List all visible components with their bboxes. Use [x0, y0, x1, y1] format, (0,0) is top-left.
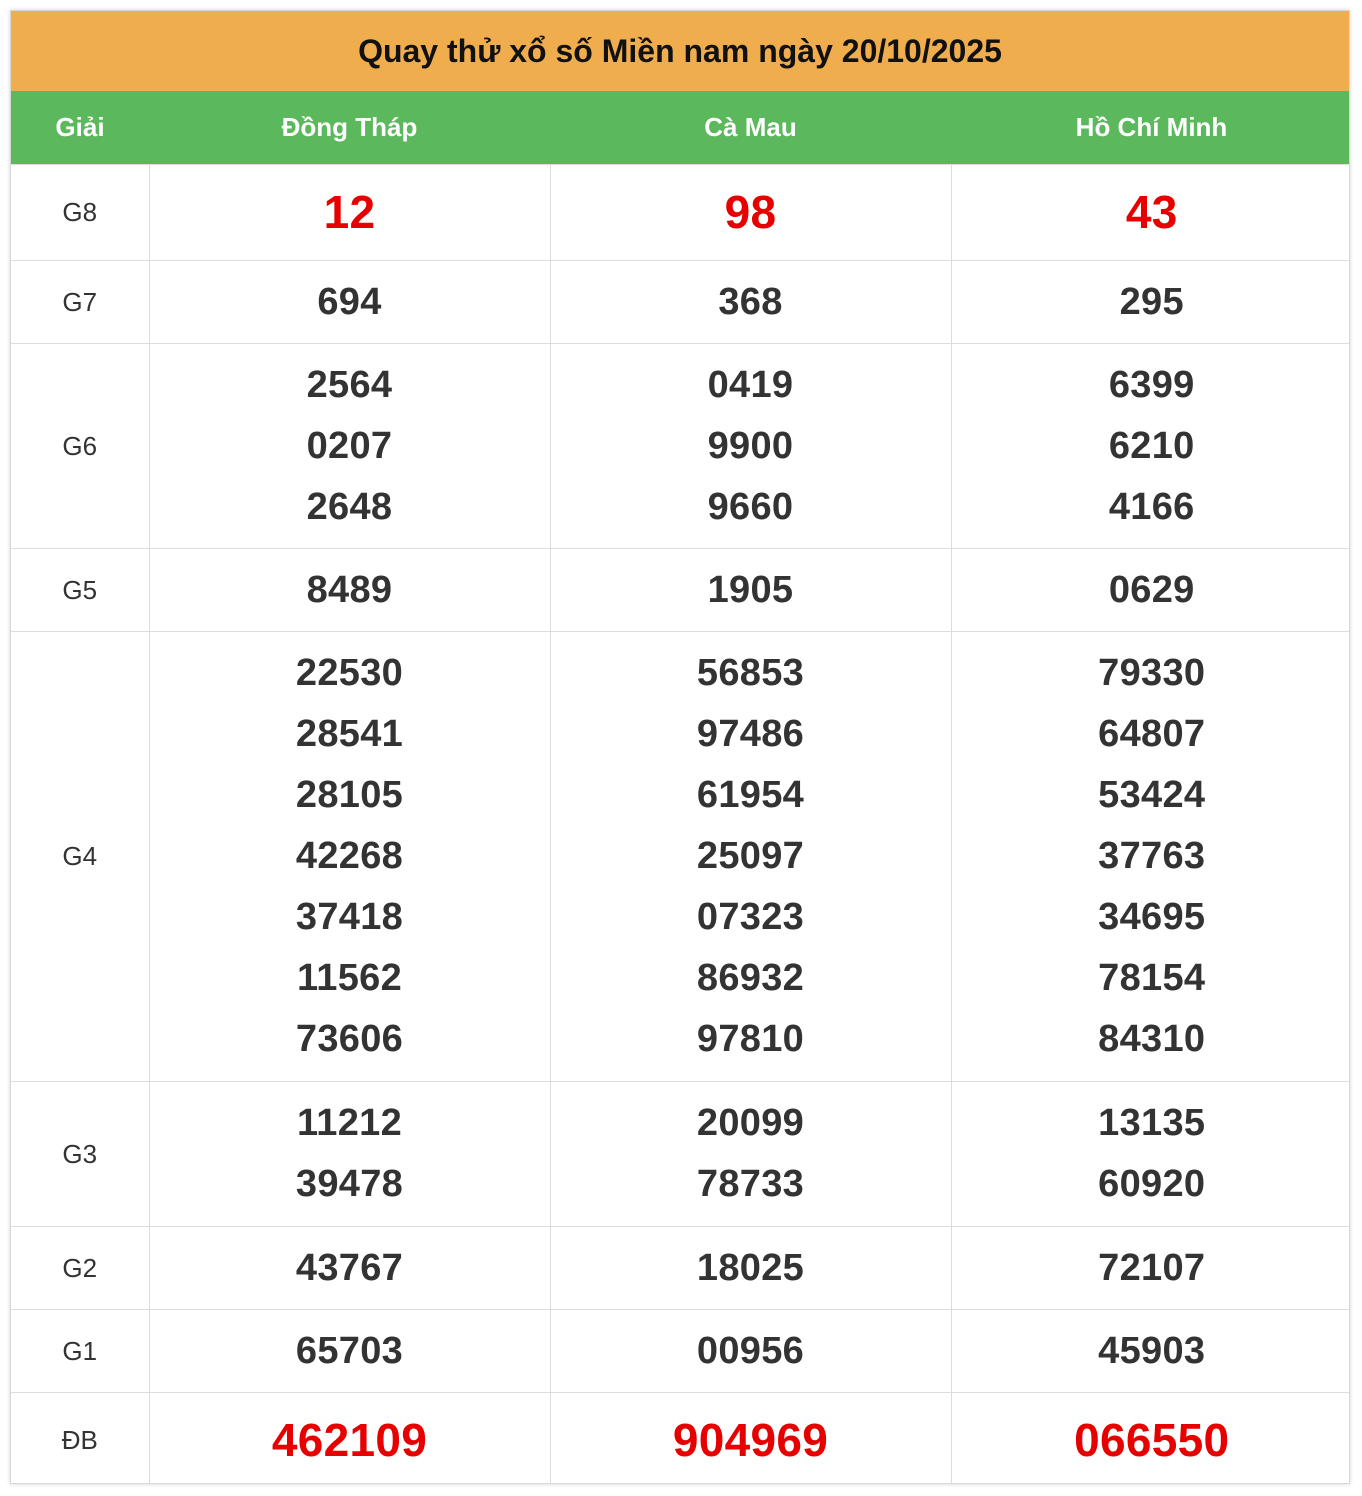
result-number: 97810	[696, 1018, 805, 1060]
result-cell	[149, 165, 550, 261]
result-cell	[550, 165, 951, 261]
result-number: 43	[1125, 186, 1178, 238]
result-number: 4166	[1108, 485, 1195, 528]
result-cell	[149, 344, 550, 549]
result-number: 65703	[295, 1329, 404, 1372]
result-number: 13135	[1098, 1102, 1206, 1144]
result-cell	[550, 1082, 951, 1227]
prize-label: ĐB	[11, 1393, 149, 1485]
result-number: 84310	[1098, 1018, 1206, 1060]
prize-label: G3	[11, 1082, 149, 1227]
result-cell	[550, 549, 951, 632]
prize-label: G1	[11, 1310, 149, 1393]
result-cell	[951, 1227, 1350, 1310]
result-number: 368	[718, 280, 783, 323]
result-number: 12	[323, 186, 376, 238]
result-number: 43767	[295, 1246, 404, 1289]
results-table	[11, 91, 1350, 1484]
result-number: 694	[317, 280, 382, 323]
prize-row-5	[11, 1082, 1350, 1227]
result-cell	[149, 1393, 550, 1485]
result-number: 00956	[696, 1329, 805, 1372]
prize-label: G4	[11, 632, 149, 1082]
result-number: 9900	[707, 424, 794, 467]
result-number: 22530	[295, 652, 404, 694]
result-number: 904969	[672, 1413, 829, 1466]
result-number: 066550	[1074, 1413, 1230, 1466]
result-number: 9660	[707, 485, 794, 528]
prize-row-1	[11, 261, 1350, 344]
result-number: 11562	[296, 957, 403, 999]
result-number: 25097	[696, 835, 805, 877]
header-province-3[interactable]: Hồ Chí Minh	[951, 91, 1350, 165]
prize-row-8	[11, 1393, 1350, 1485]
result-cell	[550, 1393, 951, 1485]
result-cell	[550, 1227, 951, 1310]
result-cell	[550, 1310, 951, 1393]
results-body	[11, 165, 1350, 1485]
prize-row-7	[11, 1310, 1350, 1393]
result-cell	[149, 632, 550, 1082]
result-cell	[951, 1393, 1350, 1485]
result-number: 6210	[1108, 424, 1195, 467]
result-number: 78154	[1098, 957, 1206, 999]
result-cell	[550, 344, 951, 549]
prize-row-6	[11, 1227, 1350, 1310]
result-number: 295	[1119, 280, 1184, 323]
result-number: 28105	[295, 774, 404, 816]
prize-label: G6	[11, 344, 149, 549]
result-cell	[951, 549, 1350, 632]
result-cell	[550, 261, 951, 344]
lottery-results-panel	[10, 10, 1350, 1484]
result-cell	[951, 1082, 1350, 1227]
result-number: 8489	[306, 568, 393, 611]
result-cell	[951, 261, 1350, 344]
result-number: 462109	[271, 1413, 428, 1466]
result-number: 37418	[295, 896, 404, 938]
result-number: 1905	[707, 568, 794, 611]
result-number: 18025	[696, 1246, 805, 1289]
result-number: 73606	[295, 1018, 404, 1060]
result-number: 45903	[1098, 1329, 1206, 1372]
result-number: 53424	[1098, 774, 1206, 816]
result-cell	[149, 1082, 550, 1227]
result-cell	[550, 632, 951, 1082]
result-number: 2648	[306, 485, 393, 528]
result-cell	[149, 1227, 550, 1310]
result-number: 42268	[295, 835, 404, 877]
result-number: 61954	[696, 774, 805, 816]
prize-label: G7	[11, 261, 149, 344]
result-cell	[149, 261, 550, 344]
result-number: 78733	[696, 1163, 805, 1205]
result-cell	[149, 549, 550, 632]
header-prize: Giải	[11, 91, 149, 165]
header-province-2[interactable]: Cà Mau	[550, 91, 951, 165]
prize-label: G5	[11, 549, 149, 632]
result-number: 20099	[696, 1102, 805, 1144]
result-cell	[951, 1310, 1350, 1393]
result-number: 56853	[696, 652, 805, 694]
result-number: 0419	[707, 363, 794, 406]
result-number: 37763	[1098, 835, 1206, 877]
result-number: 2564	[306, 363, 393, 406]
prize-row-0	[11, 165, 1350, 261]
result-number: 72107	[1098, 1246, 1206, 1289]
result-number: 86932	[696, 957, 805, 999]
result-number: 79330	[1098, 652, 1206, 694]
result-cell	[149, 1310, 550, 1393]
result-number: 97486	[696, 713, 805, 755]
result-number: 0629	[1108, 568, 1195, 611]
result-number: 34695	[1098, 896, 1206, 938]
result-number: 64807	[1098, 713, 1206, 755]
results-title: Quay thử xổ số Miền nam ngày 20/10/2025	[11, 11, 1349, 91]
result-cell	[951, 344, 1350, 549]
prize-label: G2	[11, 1227, 149, 1310]
prize-label: G8	[11, 165, 149, 261]
header-province-1[interactable]: Đồng Tháp	[149, 91, 550, 165]
result-cell	[951, 632, 1350, 1082]
result-number: 98	[724, 186, 777, 238]
table-header-row	[11, 91, 1350, 165]
prize-row-4	[11, 632, 1350, 1082]
prize-row-2	[11, 344, 1350, 549]
result-number: 11212	[296, 1102, 403, 1144]
result-number: 28541	[295, 713, 404, 755]
result-cell	[951, 165, 1350, 261]
result-number: 0207	[306, 424, 393, 467]
prize-row-3	[11, 549, 1350, 632]
result-number: 39478	[295, 1163, 404, 1205]
result-number: 6399	[1108, 363, 1195, 406]
result-number: 60920	[1098, 1163, 1206, 1205]
result-number: 07323	[696, 896, 805, 938]
